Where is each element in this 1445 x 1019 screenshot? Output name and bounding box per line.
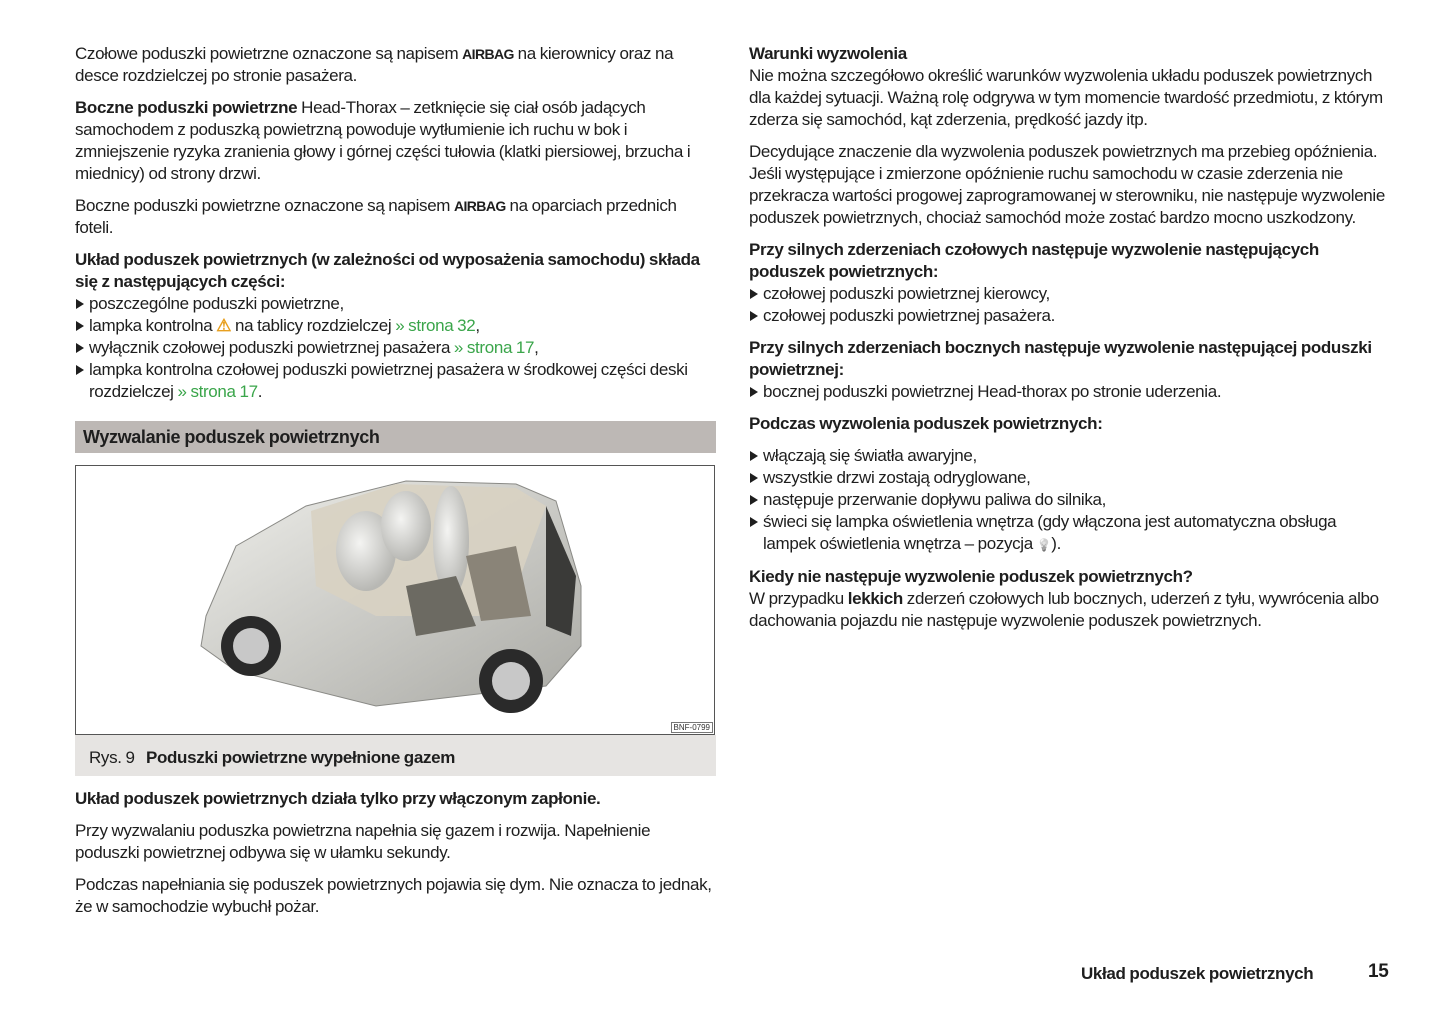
left-column-top bbox=[75, 43, 716, 403]
paragraph bbox=[749, 239, 1390, 283]
paragraph bbox=[749, 337, 1390, 381]
figure-caption bbox=[75, 735, 716, 776]
paragraph bbox=[749, 566, 1390, 632]
text: wyłącznik czołowej poduszki powietrznej pasażera bbox=[89, 338, 454, 357]
text-block bbox=[749, 566, 1390, 632]
list-item bbox=[75, 337, 716, 359]
text: Boczne poduszki powietrzne oznaczone są napisem bbox=[75, 196, 454, 215]
page-reference-link[interactable]: » strona 17 bbox=[177, 382, 258, 401]
figure-airbags-car bbox=[75, 465, 715, 735]
text: czołowej poduszki powietrznej pasażera. bbox=[763, 306, 1055, 325]
text: , bbox=[534, 338, 539, 357]
text: bocznej poduszki powietrznej Head-thorax po stronie uderzenia. bbox=[763, 382, 1222, 401]
text-block bbox=[75, 97, 716, 185]
text: Head-Thorax – zetknięcie się ciał osób jadących samochodem z poduszką powietrzną powoduje wytłumienie ich ruchu w bok i zmniejszenie ryzyka zranienia głowy i górnej części tułowia (klatki piersiowej, brzucha i miednicy) od strony drzwi. bbox=[75, 98, 691, 183]
list-item bbox=[75, 315, 716, 337]
figure-code: BNF-0799 bbox=[671, 722, 713, 733]
paragraph bbox=[749, 141, 1390, 229]
car-cutaway-image bbox=[76, 466, 714, 734]
paragraph bbox=[75, 788, 716, 810]
text: świeci się lampka oświetlenia wnętrza (gdy włączona jest automatyczna obsługa lampek oświetlenia wnętrza – pozycja bbox=[763, 512, 1337, 553]
section-heading-bar bbox=[75, 421, 716, 453]
text: , bbox=[475, 316, 480, 335]
text-block bbox=[749, 141, 1390, 229]
paragraph bbox=[75, 820, 716, 864]
text: wszystkie drzwi zostają odryglowane, bbox=[763, 468, 1031, 487]
page-reference-link[interactable]: » strona 32 bbox=[395, 316, 476, 335]
airbag-label-logo: AIRBAG bbox=[462, 46, 514, 62]
list-item bbox=[75, 359, 716, 403]
left-column-bottom bbox=[75, 788, 716, 918]
bold-text: Warunki wyzwolenia bbox=[749, 44, 907, 63]
list-item bbox=[749, 305, 1390, 327]
list-item bbox=[749, 511, 1390, 556]
paragraph bbox=[75, 43, 716, 87]
page-number: 15 bbox=[1368, 961, 1389, 982]
section-heading: Wyzwalanie poduszek powietrznych bbox=[83, 427, 380, 447]
paragraph bbox=[75, 97, 716, 185]
right-column bbox=[749, 43, 1390, 642]
bullet-list bbox=[749, 445, 1390, 556]
list-block bbox=[749, 381, 1390, 403]
list-item bbox=[749, 467, 1390, 489]
airbag-warning-icon: ⚠ bbox=[216, 316, 232, 335]
text-block bbox=[75, 249, 716, 293]
bullet-list bbox=[749, 381, 1390, 403]
left-column bbox=[75, 43, 716, 928]
text-block bbox=[75, 820, 716, 864]
bold-text: Kiedy nie następuje wyzwolenie poduszek powietrznych? bbox=[749, 567, 1193, 586]
list-item bbox=[749, 283, 1390, 305]
text-block bbox=[75, 43, 716, 87]
text-block bbox=[749, 413, 1390, 435]
text: na tablicy rozdzielczej bbox=[231, 316, 396, 335]
text: lampka kontrolna czołowej poduszki powietrznej pasażera w środkowej części deski rozdzielczej bbox=[89, 360, 688, 401]
text: W przypadku bbox=[749, 589, 848, 608]
bold-text: Układ poduszek powietrznych (w zależności od wyposażenia samochodu) składa się z następujących części: bbox=[75, 250, 700, 291]
bullet-list bbox=[75, 293, 716, 403]
paragraph bbox=[75, 249, 716, 293]
paragraph bbox=[749, 413, 1390, 435]
page-reference-link[interactable]: » strona 17 bbox=[453, 338, 535, 357]
list-item bbox=[749, 445, 1390, 467]
text: ). bbox=[1051, 534, 1061, 553]
text-block bbox=[75, 874, 716, 918]
text: na oparciach przednich foteli. bbox=[75, 196, 677, 237]
text-block bbox=[749, 239, 1390, 283]
bold-text: Przy silnych zderzeniach bocznych następuje wyzwolenie następującej poduszki powietrznej: bbox=[749, 338, 1372, 379]
text: . bbox=[257, 382, 263, 401]
text: następuje przerwanie dopływu paliwa do silnika, bbox=[763, 490, 1106, 509]
text: Przy wyzwalaniu poduszka powietrzna napełnia się gazem i rozwija. Napełnienie poduszki powietrznej odbywa się w ułamku sekundy. bbox=[75, 821, 651, 862]
bold-text: Boczne poduszki powietrzne bbox=[75, 98, 298, 117]
list-item bbox=[75, 293, 716, 315]
text: Nie można szczegółowo określić warunków wyzwolenia układu poduszek powietrznych dla każdej sytuacji. Ważną rolę odgrywa w tym momencie twardość przedmiotu, z którym zderza się samochód, kąt zderzenia, prędkość jazdy itp. bbox=[749, 66, 1383, 129]
text: poszczególne poduszki powietrzne, bbox=[89, 294, 344, 313]
text: Decydujące znaczenie dla wyzwolenia poduszek powietrznych ma przebieg opóźnienia. Jeśli występujące i zmierzone opóźnienie ruchu samochodu w czasie zderzenia nie przekracza wartości progowej zaprogramowanej w sterowniku, nie następuje wyzwolenie poduszek powietrznych, chociaż samochód może zostać bardzo mocno uszkodzony. bbox=[749, 142, 1385, 227]
text-block bbox=[75, 788, 716, 810]
bullet-list bbox=[749, 283, 1390, 327]
text: włączają się światła awaryjne, bbox=[763, 446, 977, 465]
text-block bbox=[749, 43, 1390, 131]
airbag-label-logo: AIRBAG bbox=[454, 198, 506, 214]
bold-text: Układ poduszek powietrznych działa tylko przy włączonym zapłonie. bbox=[75, 789, 601, 808]
text-block bbox=[75, 195, 716, 239]
text: Podczas napełniania się poduszek powietrznych pojawia się dym. Nie oznacza to jednak, że w samochodzie wybuchł pożar. bbox=[75, 875, 712, 916]
figure-number: Rys. 9 bbox=[89, 748, 135, 767]
text: Czołowe poduszki powietrzne oznaczone są napisem bbox=[75, 44, 463, 63]
footer-chapter-title: Układ poduszek powietrznych bbox=[1081, 964, 1314, 983]
text: zderzeń czołowych lub bocznych, uderzeń z tyłu, wywrócenia albo dachowania pojazdu nie następuje wyzwolenie poduszek powietrznych. bbox=[749, 589, 1379, 630]
list-block bbox=[75, 293, 716, 403]
interior-light-icon: 💡 bbox=[1036, 538, 1052, 552]
text: na kierownicy oraz na desce rozdzielczej po stronie pasażera. bbox=[75, 44, 674, 85]
paragraph bbox=[75, 874, 716, 918]
text: lampka kontrolna bbox=[89, 316, 217, 335]
list-block bbox=[749, 445, 1390, 556]
bold-text: lekkich bbox=[847, 589, 903, 608]
list-item bbox=[749, 381, 1390, 403]
figure-caption-text: Poduszki powietrzne wypełnione gazem bbox=[146, 748, 455, 767]
list-block bbox=[749, 283, 1390, 327]
paragraph bbox=[749, 43, 1390, 131]
bold-text: Podczas wyzwolenia poduszek powietrznych: bbox=[749, 414, 1103, 433]
paragraph bbox=[75, 195, 716, 239]
list-item bbox=[749, 489, 1390, 511]
text: czołowej poduszki powietrznej kierowcy, bbox=[763, 284, 1050, 303]
bold-text: Przy silnych zderzeniach czołowych następuje wyzwolenie następujących poduszek powietrznych: bbox=[749, 240, 1319, 281]
text-block bbox=[749, 337, 1390, 381]
